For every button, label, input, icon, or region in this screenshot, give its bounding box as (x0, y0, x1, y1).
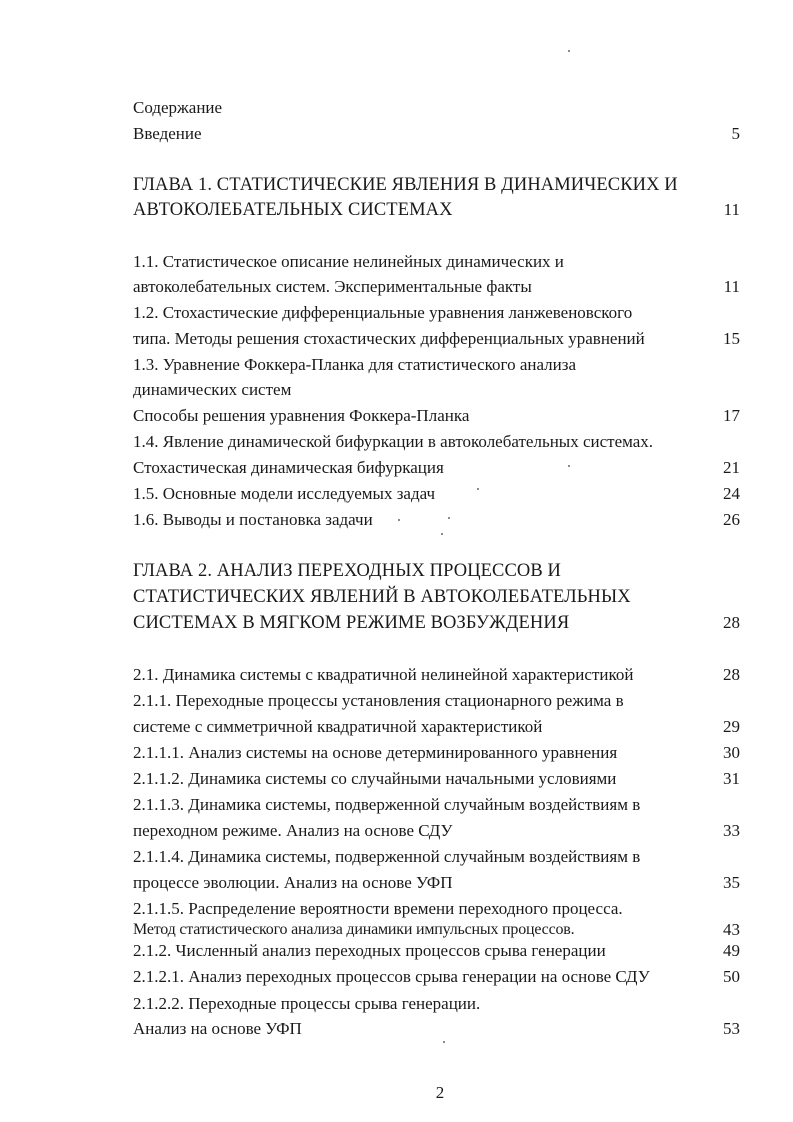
toc-s1-1-page: 11 (723, 277, 740, 296)
toc-s2-1-1-4-line2: процессе эволюции. Анализ на основе УФП (133, 873, 453, 892)
toc-s2-1-1-4-line1: 2.1.1.4. Динамика системы, подверженной случайным воздействиям в (133, 847, 641, 866)
toc-s2-1-1-3-page: 33 (723, 821, 740, 840)
scan-speck (568, 50, 570, 52)
toc-s1-1-line2: автоколебательных систем. Экспериментальные факты (133, 277, 532, 296)
toc-s2-1-1-2-page: 31 (723, 769, 740, 788)
toc-s2-1-page: 28 (723, 665, 740, 684)
toc-s1-3-page: 17 (723, 406, 740, 425)
scan-speck (441, 533, 443, 535)
toc-s1-6-page: 26 (723, 510, 740, 529)
toc-s2-1-1-5-line1: 2.1.1.5. Распределение вероятности времени переходного процесса. (133, 899, 623, 918)
toc-s2-1-1-line1: 2.1.1. Переходные процессы установления стационарного режима в (133, 691, 624, 710)
scan-speck (448, 517, 450, 519)
scan-speck (443, 1041, 445, 1043)
toc-chapter2-line1: ГЛАВА 2. АНАЛИЗ ПЕРЕХОДНЫХ ПРОЦЕССОВ И (133, 561, 562, 581)
toc-s1-6-title: 1.6. Выводы и постановка задачи (133, 510, 373, 529)
scan-speck (568, 465, 570, 467)
toc-chapter2-line3: СИСТЕМАХ В МЯГКОМ РЕЖИМЕ ВОЗБУЖДЕНИЯ (133, 613, 570, 633)
toc-s2-1-2-1-title: 2.1.2.1. Анализ переходных процессов срыва генерации на основе СДУ (133, 967, 650, 986)
toc-s2-1-1-line2: системе с симметричной квадратичной характеристикой (133, 717, 543, 736)
toc-chapter2-line2: СТАТИСТИЧЕСКИХ ЯВЛЕНИЙ В АВТОКОЛЕБАТЕЛЬНЫХ (133, 587, 631, 607)
toc-chapter2-page: 28 (723, 613, 740, 632)
toc-s2-1-2-1-page: 50 (723, 967, 740, 986)
toc-s1-2-line1: 1.2. Стохастические дифференциальные уравнения ланжевеновского (133, 303, 633, 322)
scan-speck (398, 519, 400, 521)
toc-chapter1-line2: АВТОКОЛЕБАТЕЛЬНЫХ СИСТЕМАХ (133, 200, 453, 220)
toc-s2-1-1-5-line2: Метод статистического анализа динамики импульсных процессов. (133, 921, 575, 938)
toc-s1-4-page: 21 (723, 458, 740, 477)
toc-s2-1-1-2-title: 2.1.1.2. Динамика системы со случайными начальными условиями (133, 769, 617, 788)
toc-s2-1-2-2-line2: Анализ на основе УФП (133, 1019, 302, 1038)
toc-heading: Содержание (133, 98, 223, 117)
scan-speck (477, 488, 479, 490)
toc-s2-1-1-1-page: 30 (723, 743, 740, 762)
toc-s2-1-1-3-line1: 2.1.1.3. Динамика системы, подверженной случайным воздействиям в (133, 795, 641, 814)
toc-s2-1-2-2-line1: 2.1.2.2. Переходные процессы срыва генерации. (133, 994, 481, 1013)
toc-s1-4-line2: Стохастическая динамическая бифуркация (133, 458, 444, 477)
toc-s2-1-1-1-title: 2.1.1.1. Анализ системы на основе детерминированного уравнения (133, 743, 618, 762)
toc-intro-title: Введение (133, 124, 202, 143)
toc-s2-1-title: 2.1. Динамика системы с квадратичной нелинейной характеристикой (133, 665, 634, 684)
toc-s1-5-title: 1.5. Основные модели исследуемых задач (133, 484, 436, 503)
toc-s1-3-line2: динамических систем (133, 380, 292, 399)
toc-s1-4-line1: 1.4. Явление динамической бифуркации в автоколебательных системах. (133, 432, 654, 451)
toc-s2-1-1-4-page: 35 (723, 873, 740, 892)
toc-s1-1-line1: 1.1. Статистическое описание нелинейных динамических и (133, 252, 564, 271)
toc-chapter1-page: 11 (723, 200, 740, 219)
toc-chapter1-line1: ГЛАВА 1. СТАТИСТИЧЕСКИЕ ЯВЛЕНИЯ В ДИНАМИЧЕСКИХ И (133, 175, 678, 195)
toc-s1-5-page: 24 (723, 484, 740, 503)
page-number: 2 (435, 1083, 445, 1102)
toc-s2-1-1-3-line2: переходном режиме. Анализ на основе СДУ (133, 821, 453, 840)
toc-s2-1-2-page: 49 (723, 941, 740, 960)
toc-s2-1-2-title: 2.1.2. Численный анализ переходных процессов срыва генерации (133, 941, 606, 960)
toc-s1-3-line1: 1.3. Уравнение Фоккера-Планка для статистического анализа (133, 355, 577, 374)
toc-s2-1-2-2-page: 53 (723, 1019, 740, 1038)
toc-s2-1-1-5-page: 43 (723, 920, 740, 939)
toc-s1-2-page: 15 (723, 329, 740, 348)
toc-s1-2-line2: типа. Методы решения стохастических дифференциальных уравнений (133, 329, 645, 348)
toc-s2-1-1-page: 29 (723, 717, 740, 736)
toc-intro-page: 5 (731, 124, 740, 143)
toc-s1-3-line3: Способы решения уравнения Фоккера-Планка (133, 406, 470, 425)
